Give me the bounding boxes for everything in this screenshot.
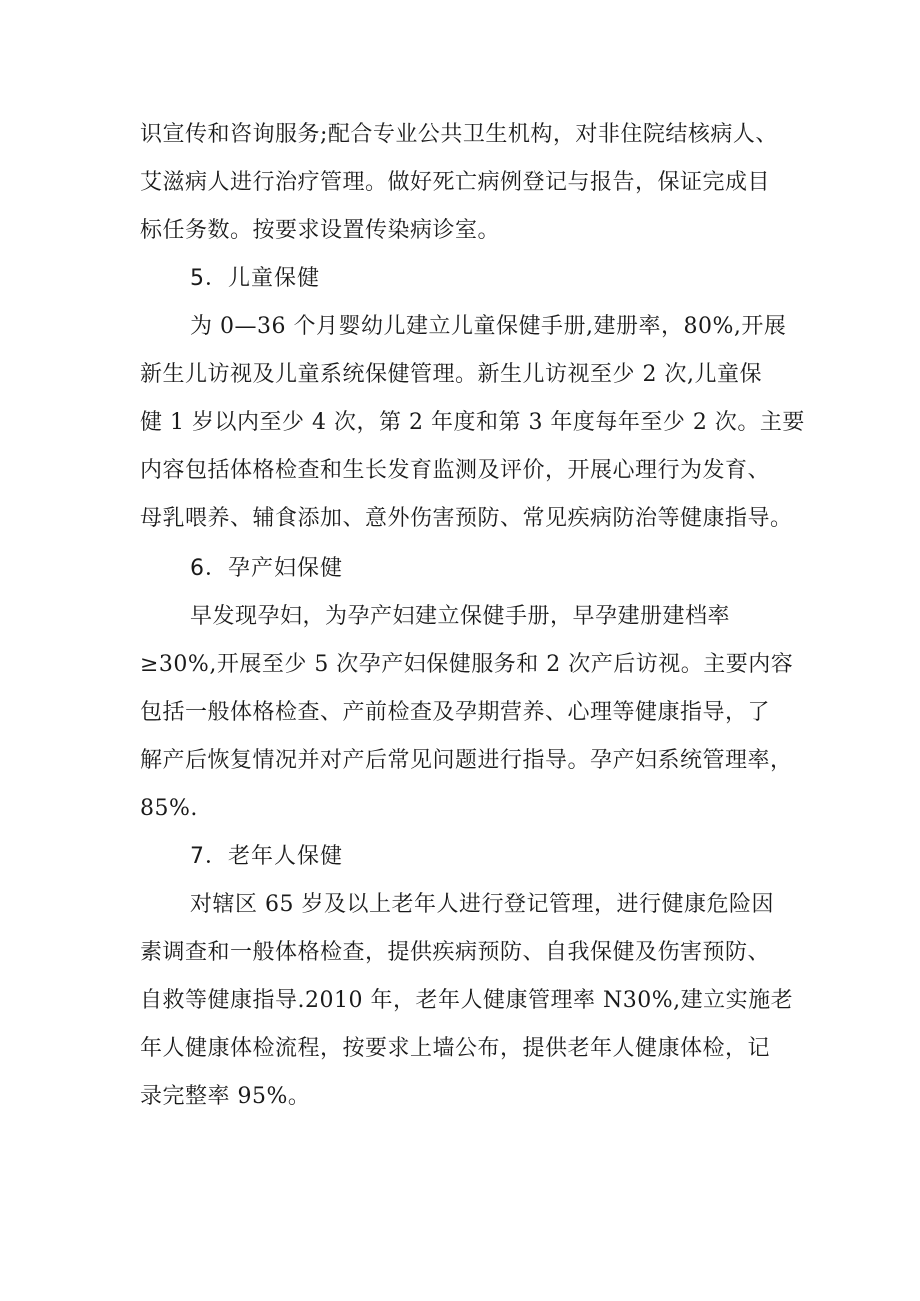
section-6-line-4: 解产后恢复情况并对产后常见问题进行指导。孕产妇系统管理率， [140,748,793,773]
section-7-line-1: 对辖区 65 岁及以上老年人进行登记管理，进行健康危险因 [190,892,774,917]
section-5-line-1: 为 0—36 个月婴幼儿建立儿童保健手册,建册率，80%,开展 [190,314,787,339]
section-7-heading: 7．老年人保健 [190,844,343,869]
section-6-heading: 6．孕产妇保健 [190,556,343,581]
section-7-line-4: 年人健康体检流程，按要求上墙公布，提供老年人健康体检，记 [140,1036,771,1061]
section-5-line-4: 内容包括体格检查和生长发育监测及评价，开展心理行为发育、 [140,458,771,483]
intro-line-1: 识宣传和咨询服务;配合专业公共卫生机构，对非住院结核病人、 [140,122,778,147]
section-6-line-2: ≥30%,开展至少 5 次孕产妇保健服务和 2 次产后访视。主要内容 [140,652,794,677]
section-6-line-5: 85%. [140,796,198,821]
section-5-line-5: 母乳喂养、辅食添加、意外伤害预防、常见疾病防治等健康指导。 [140,506,793,531]
section-6-line-1: 早发现孕妇，为孕产妇建立保健手册，早孕建册建档率 [190,604,731,629]
section-5-line-2: 新生儿访视及儿童系统保健管理。新生儿访视至少 2 次,儿童保 [140,362,762,387]
intro-line-2: 艾滋病人进行治疗管理。做好死亡病例登记与报告，保证完成目 [140,170,771,195]
section-5-heading: 5．儿童保健 [190,266,320,291]
section-6-line-3: 包括一般体格检查、产前检查及孕期营养、心理等健康指导，了 [140,700,771,725]
section-7-line-2: 素调查和一般体格检查，提供疾病预防、自我保健及伤害预防、 [140,940,771,965]
section-7-line-5: 录完整率 95%。 [140,1084,311,1109]
section-5-line-3: 健 1 岁以内至少 4 次，第 2 年度和第 3 年度每年至少 2 次。主要 [140,410,805,435]
section-7-line-3: 自救等健康指导.2010 年，老年人健康管理率 N30%,建立实施老 [140,988,794,1013]
intro-line-3: 标任务数。按要求设置传染病诊室。 [140,218,501,243]
